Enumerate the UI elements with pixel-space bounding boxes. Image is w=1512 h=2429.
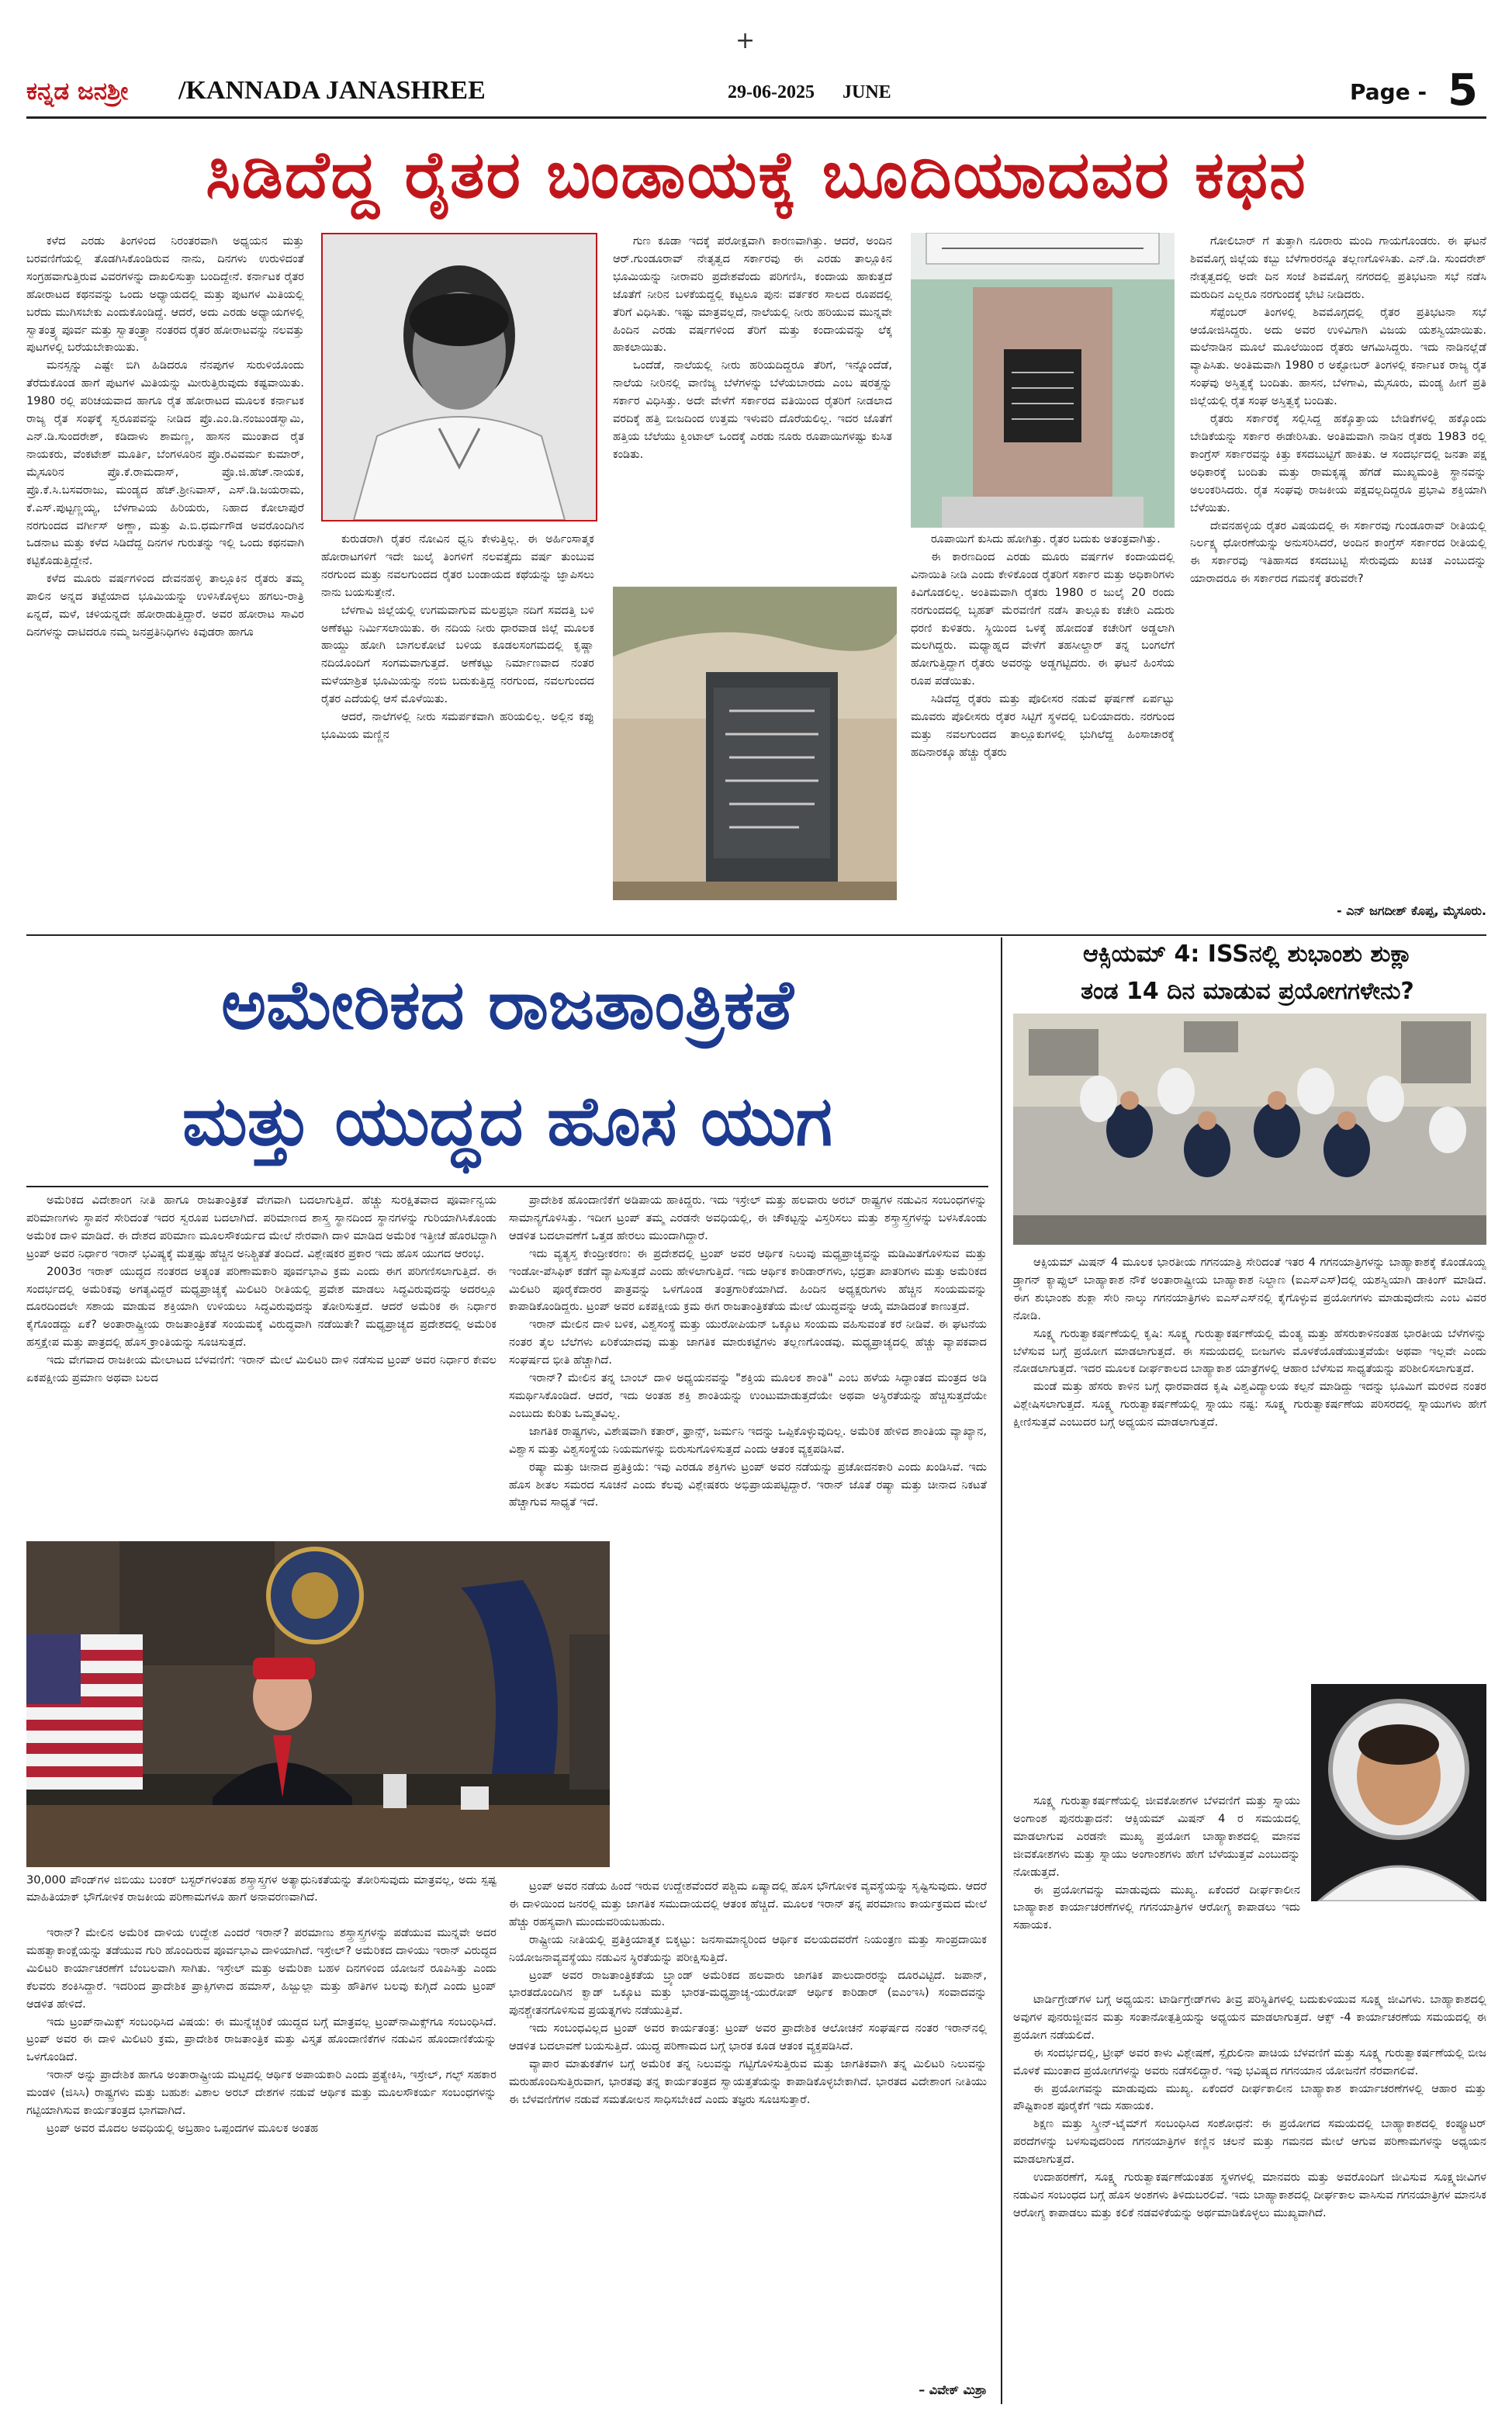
paragraph: ರೂಪಾಯಿಗೆ ಕುಸಿದು ಹೋಗಿತ್ತು. ರೈತರ ಬದುಕು ಅತಂತ್ರವಾಗಿತ್ತು. [931, 532, 1161, 546]
paragraph: ಈ ಪ್ರಯೋಗವನ್ನು ಮಾಡುವುದು ಮುಖ್ಯ. ಏಕೆಂದರೆ ದೀರ್ಘಕಾಲೀನ ಬಾಹ್ಯಾಕಾಶ ಕಾರ್ಯಾಚರಣೆಗಳಲ್ಲಿ ಗಗನಯಾತ್ರಿಗಳ ಆರೋಗ್ಯ ಕಾಪಾಡಲು ಇದು ಸಹಾಯಕ. [1013, 1883, 1300, 1932]
paragraph: ಇರಾನ್ ಅನ್ನು ಪ್ರಾದೇಶಿಕ ಹಾಗೂ ಅಂತಾರಾಷ್ಟ್ರೀಯ ಮಟ್ಟದಲ್ಲಿ ಆರ್ಥಿಕ ಅಪಾಯಕಾರಿ ಎಂದು ಪ್ರತ್ಯೇಕಿಸಿ, ಇಸ್ರೇಲ್, ಗಲ್ಫ್ ಸಹಕಾರ ಮಂಡಳಿ (ಜಿಸಿಸಿ) ರಾಷ್ಟ್ರಗಳು ಮತ್ತು ಬಹುಶಃ ವಿಶಾಲ ಅರಬ್ ದೇಶಗಳ ನಡುವೆ ಆರ್ಥಿಕ ಮತ್ತು ಮೂಲಸೌಕರ್ಯ ಸಂಬಂಧಗಳನ್ನು ಗಟ್ಟಿಯಾಗಿಸುವ ಕಾರ್ಯತಂತ್ರದ ಭಾಗವಾಗಿದೆ. [26, 2068, 497, 2118]
paragraph: ಸೂಕ್ಷ್ಮ ಗುರುತ್ವಾಕರ್ಷಣೆಯಲ್ಲಿ ಕೃಷಿ: ಸೂಕ್ಷ್ಮ ಗುರುತ್ವಾಕರ್ಷಣೆಯಲ್ಲಿ ಮೆಂತ್ಯ ಮತ್ತು ಹೆಸರುಕಾಳಿನಂತಹ ಭಾರತೀಯ ಬೆಳೆಗಳನ್ನು ಬೆಳೆಸುವ ಬಗ್ಗೆ ಪ್ರಯೋಗ ಮಾಡಲಾಗುತ್ತದೆ. ಈ ಸಮಯದಲ್ಲಿ ಬೀಜಗಳು ಮೊಳಕೆಯೊಡೆಯುತ್ತವೆಯೇ ಅಥವಾ ಇಲ್ಲವೇ ಎಂದು ನೋಡಲಾಗುತ್ತದೆ. ಇದರ ಮೂಲಕ ದೀರ್ಘಕಾಲದ ಬಾಹ್ಯಾಕಾಶ ಯಾತ್ರೆಗಳಲ್ಲಿ ಆಹಾರ ಬೆಳೆಸುವ ಸಾಧ್ಯತೆಯನ್ನು ಪರಿಶೀಲಿಸಲಾಗುತ್ತದೆ. [1013, 1326, 1486, 1376]
paragraph: ಆಕ್ಸಿಯಮ್ ಮಿಷನ್ 4 ಮೂಲಕ ಭಾರತೀಯ ಗಗನಯಾತ್ರಿ ಸೇರಿದಂತೆ ಇತರ 4 ಗಗನಯಾತ್ರಿಗಳನ್ನು ಬಾಹ್ಯಾಕಾಶಕ್ಕೆ ಕೊಂಡೊಯ್ದ ಡ್ರ್ಯಾಗನ್ ಕ್ಯಾಪ್ಸುಲ್ ಬಾಹ್ಯಾಕಾಶ ನೌಕೆ ಅಂತಾರಾಷ್ಟ್ರೀಯ ಬಾಹ್ಯಾಕಾಶ ನಿಲ್ದಾಣ (ಐಎಸ್‌ಎಸ್)ದಲ್ಲಿ ಯಶಸ್ವಿಯಾಗಿ ಡಾಕಿಂಗ್ ಮಾಡಿದೆ. ಈಗ ಶುಭಾಂಶು ಶುಕ್ಲಾ ಸೇರಿ ನಾಲ್ಕು ಗಗನಯಾತ್ರಿಗಳು ಐಎಸ್‌ಎಸ್‌ನಲ್ಲಿ ಕೈಗೊಳ್ಳುವ ಪ್ರಯೋಗಗಳು ಮಾಡುವುದೇನು ಎಂಬ ವಿವರ ನೋಡಿ. [1013, 1256, 1486, 1322]
article2-headline-line1: ಅಮೇರಿಕದ ರಾಜತಾಂತ್ರಿಕತೆ [221, 965, 794, 1045]
issue-date: 29-06-2025 [728, 82, 815, 102]
paragraph: ಶಿಕ್ಷಣ ಮತ್ತು ಸ್ಕ್ರೀನ್-ಟೈಮ್‌ಗೆ ಸಂಬಂಧಿಸಿದ ಸಂಶೋಧನೆ: ಈ ಪ್ರಯೋಗದ ಸಮಯದಲ್ಲಿ ಬಾಹ್ಯಾಕಾಶದಲ್ಲಿ ಕಂಪ್ಯೂಟರ್ ಪರದೆಗಳನ್ನು ಬಳಸುವುದರಿಂದ ಗಗನಯಾತ್ರಿಗಳ ಕಣ್ಣಿನ ಚಲನೆ ಮತ್ತು ಗಮನದ ಮೇಲೆ ಆಗುವ ಪರಿಣಾಮಗಳನ್ನು ಅಧ್ಯಯನ ಮಾಡಲಾಗುತ್ತದೆ. [1013, 2117, 1486, 2167]
paragraph: ಈ ಪ್ರಯೋಗವನ್ನು ಮಾಡುವುದು ಮುಖ್ಯ. ಏಕೆಂದರೆ ದೀರ್ಘಕಾಲೀನ ಬಾಹ್ಯಾಕಾಶ ಕಾರ್ಯಾಚರಣೆಗಳಲ್ಲಿ ಆಹಾರ ಮತ್ತು ಪೌಷ್ಟಿಕಾಂಶ ಪೂರೈಕೆಗೆ ಇದು ಸಹಾಯಕ. [1013, 2081, 1486, 2113]
article1-byline: - ಎನ್ ಜಗದೀಶ್ ಕೊಪ್ಪ, ಮೈಸೂರು. [1336, 903, 1486, 918]
situation-room-photo [26, 1541, 610, 1867]
paragraph: ಬೆಳಗಾವಿ ಜಿಲ್ಲೆಯಲ್ಲಿ ಉಗಮವಾಗುವ ಮಲಪ್ರಭಾ ನದಿಗೆ ಸವದತ್ತಿ ಬಳಿ ಅಣೆಕಟ್ಟು ನಿರ್ಮಿಸಲಾಯಿತು. ಈ ನದಿಯ ನೀರು ಧಾರವಾಡ ಜಿಲ್ಲೆ ಮೂಲಕ ಹಾಯ್ದು ಹೋಗಿ ಬಾಗಲಕೋಟೆ ಬಳಿಯ ಕೂಡಲಸಂಗಮದಲ್ಲಿ ಕೃಷ್ಣಾ ನದಿಯೊಂದಿಗೆ ಸಂಗಮವಾಗುತ್ತದೆ. ಅಣೆಕಟ್ಟು ನಿರ್ಮಾಣವಾದ ನಂತರ ಮಳೆಯಾಶ್ರಿತ ಭೂಮಿಯನ್ನು ನಂಬಿ ಬದುಕುತ್ತಿದ್ದ ನರಗುಂದ, ನವಲಗುಂದದ ರೈತರ ಎದೆಯಲ್ಲಿ ಆಸೆ ಮೊಳೆಯಿತು. [321, 603, 594, 706]
paragraph: ರಾಷ್ಟ್ರೀಯ ನೀತಿಯಲ್ಲಿ ಪ್ರತಿಕ್ರಿಯಾತ್ಮಕ ಬಿಕ್ಕಟ್ಟು: ಜನಸಾಮಾನ್ಯರಿಂದ ಆರ್ಥಿಕ ವಲಯದವರೆಗೆ ನಿಯಂತ್ರಣ ಮತ್ತು ಸಾಂಪ್ರದಾಯಿಕ ನಿಯೋಜನಾವ್ಯವಸ್ಥೆಯು ನಡುವಿನ ಸ್ಥಿರತೆಯನ್ನು ಪರೀಕ್ಷಿಸುತ್ತಿದೆ. [509, 1932, 987, 1964]
paragraph: ಸಿಡಿದೆದ್ದ ರೈತರು ಮತ್ತು ಪೊಲೀಸರ ನಡುವೆ ಘರ್ಷಣೆ ಏರ್ಪಟ್ಟು ಮೂವರು ಪೊಲೀಸರು ರೈತರ ಸಿಟ್ಟಿಗೆ ಸ್ಥಳದಲ್ಲಿ ಬಲಿಯಾದರು. ನರಗುಂದ ಮತ್ತು ನವಲಗುಂದದ ತಾಲ್ಲೂಕುಗಳಲ್ಲಿ ಭುಗಿಲೆದ್ದ ಹಿಂಸಾಚಾರಕ್ಕೆ ಹದಿನಾರಕ್ಕೂ ಹೆಚ್ಚು ರೈತರು [911, 692, 1175, 759]
article1-col3 [613, 233, 892, 574]
article3-body-bottom [1013, 1991, 1486, 2403]
paragraph: ಇದು ವ್ಯತ್ಯಸ್ತ ಕೇಂದ್ರೀಕರಣ: ಈ ಪ್ರದೇಶದಲ್ಲಿ ಟ್ರಂಪ್ ಅವರ ಆರ್ಥಿಕ ನಿಲುವು ಮಧ್ಯಪ್ರಾಚ್ಯವನ್ನು ಮಡಿಮಿತಗೊಳಿಸುವ ಮತ್ತು ಇಂಡೋ-ಪೆಸಿಫಿಕ್ ಕಡೆಗೆ ವ್ಯಾಪಿಸುತ್ತದೆ ಎಂದು ಹೇಳಲಾಗುತ್ತಿದೆ. ಇದು ಆರ್ಥಿಕ ಕಾರಿಡಾರ್‌ಗಳು, ಭದ್ರತಾ ಖಾತರಿಗಳು ಮತ್ತು ಅಮೆರಿಕದ ಮಿಲಿಟರಿ ಪೂರೈಕೆದಾರರ ಪಾತ್ರವನ್ನು ಒಳಗೊಂಡ ತಂತ್ರಗಾರಿಕೆಯಾಗಿದೆ. ಹಿಂದಿನ ಅಧ್ಯಕ್ಷರುಗಳು ಹೆಚ್ಚಿನ ಸಂಯಮವನ್ನು ಕಾಪಾಡಿಕೊಂಡಿದ್ದರು. ಟ್ರಂಪ್ ಅವರ ಏಕಪಕ್ಷೀಯ ಕ್ರಮ ಈಗ ರಾಜತಾಂತ್ರಿಕತೆಯ ಮೇಲೆ ಯುದ್ಧವನ್ನು ಆಯ್ಕೆ ಮಾಡಿದಂತೆ ಕಾಣುತ್ತದೆ. [509, 1246, 987, 1314]
column-divider [1001, 937, 1002, 2404]
paragraph: ಇರಾನ್? ಮೇಲಿನ ತನ್ನ ಬಾಂಬ್ ದಾಳಿ ಅಧ್ಯಯನವನ್ನು "ಶಕ್ತಿಯ ಮೂಲಕ ಶಾಂತಿ" ಎಂಬ ಹಳೆಯ ಸಿದ್ಧಾಂತದ ಮಂತ್ರದ ಅಡಿ ಸಮರ್ಥಿಸಿಕೊಂಡಿದೆ. ಆದರೆ, ಇದು ಅಂತಹ ಶಕ್ತಿ ಶಾಂತಿಯನ್ನು ಉಂಟುಮಾಡುತ್ತದೆಯೇ ಅಥವಾ ಅಸ್ಥಿರತೆಯನ್ನು ಹೆಚ್ಚಿಸುತ್ತದೆಯೇ ಎಂಬುದು ಕುರಿತು ಒಮ್ಮತವಿಲ್ಲ. [509, 1371, 987, 1420]
paragraph: ಅಮೆರಿಕದ ವಿದೇಶಾಂಗ ನೀತಿ ಹಾಗೂ ರಾಜತಾಂತ್ರಿಕತೆ ವೇಗವಾಗಿ ಬದಲಾಗುತ್ತಿದೆ. ಹೆಚ್ಚು ಸುರಕ್ಷಿತವಾದ ಪೂರ್ವಾನ್ವಯ ಪರಿಮಾಣಗಳು ಸ್ಥಾಪನೆ ಸೇರಿದಂತೆ ಇದರ ಸ್ವರೂಪ ಬದಲಾಗಿದೆ. ಪರಿಮಾಣದ ಶಾಸ್ತ್ರ ಸ್ಥಾನದಿಂದ ಸ್ಥಾನಗಳನ್ನು ಗುರಿಯಾಗಿಸಿಕೊಂಡು ಅಮೆರಿಕ ದಾಳಿ ಮಾಡಿದೆ. ಈ ದೇಶದ ಪರಿಮಾಣ ಮೂಲಸೌಕರ್ಯದ ಮೇಲೆ ನೇರವಾಗಿ ದಾಳಿ ಮಾಡಿದ ಅಮೆರಿಕ ಇತ್ತೀಚೆ ಹೊರಟಿದ್ದಾಗಿ ಟ್ರಂಪ್ ಅವರ ನಿರ್ಧಾರ ಇರಾನ್ ಭವಿಷ್ಯಕ್ಕೆ ಮತ್ತಷ್ಟು ಹೆಚ್ಚಿನ ಅನಿಶ್ಚಿತತೆ ತಂದಿದೆ. ವಿಶ್ಲೇಷಕರ ಪ್ರಕಾರ ಇದು ಹೊಸ ಯುಗದ ಆರಂಭ. [26, 1194, 497, 1260]
paragraph: ವ್ಯಾಪಾರ ಮಾತುಕತೆಗಳ ಬಗ್ಗೆ ಅಮೆರಿಕ ತನ್ನ ನಿಲುವನ್ನು ಗಟ್ಟಿಗೊಳಿಸುತ್ತಿರುವ ಮತ್ತು ಜಾಗತಿಕವಾಗಿ ತನ್ನ ಮಿಲಿಟರಿ ನಿಲುವನ್ನು ಮರುಹೊಂದಿಸುತ್ತಿರುವಾಗ, ಭಾರತವು ತನ್ನ ಕಾರ್ಯತಂತ್ರದ ಸ್ವಾಯತ್ತತೆಯನ್ನು ಕಾಪಾಡಿಕೊಳ್ಳಬೇಕಾಗಿದೆ. ಭಾರತದ ವಿದೇಶಾಂಗ ನೀತಿಯು ಈ ಬೆಳವಣಿಗೆಗಳ ನಡುವೆ ಸಮತೋಲನ ಸಾಧಿಸಬೇಕಿದೆ ಎಂದು ತಜ್ಞರು ಸೂಚಿಸುತ್ತಾರೆ. [509, 2057, 987, 2106]
paragraph: ಮನಸ್ಸನ್ನು ಎಷ್ಟೇ ಬಿಗಿ ಹಿಡಿದರೂ ನೆನಪುಗಳ ಸುರುಳಿಯೊಂದು ತೆರೆದುಕೊಂಡ ಹಾಗೆ ಪುಟಗಳ ಮಿತಿಯನ್ನು ಮೀರುತ್ತಿರುವುದು ಕಷ್ಟವಾಯಿತು. 1980 ರಲ್ಲಿ ಪರಿಚಯವಾದ ಹಾಗೂ ರೈತ ಹೋರಾಟದ ಮೂಲಕ ಕರ್ನಾಟಕ ರಾಜ್ಯ ರೈತ ಸಂಘಕ್ಕೆ ಸ್ವರೂಪವನ್ನು ನೀಡಿದ ಪ್ರೊ.ಎಂ.ಡಿ.ನಂಜುಂಡಸ್ವಾಮಿ, ಎನ್.ಡಿ.ಸುಂದರೇಶ್, ಕಡಿದಾಳು ಶಾಮಣ್ಣ, ಹಾಸನ ಮುಂತಾದ ರೈತ ನಾಯಕರು, ವೆಂಕಟೇಶ್ ಮೂರ್ತಿ, ಬೆಂಗಳೂರಿನ ಪ್ರೊ.ರವಿವರ್ಮ ಕುಮಾರ್, ಮೈಸೂರಿನ ಪ್ರೊ.ಕೆ.ರಾಮದಾಸ್, ಪ್ರೊ.ಜಿ.ಹೆಚ್.ನಾಯಕ, ಪ್ರೊ.ಕೆ.ಸಿ.ಬಸವರಾಜು, ಮಂಡ್ಯದ ಹೆಚ್.ಶ್ರೀನಿವಾಸ್, ಎಸ್.ಡಿ.ಜಯರಾಮ, ಕೆ.ಎಸ್.ಪುಟ್ಟಣ್ಣಯ್ಯ, ಬೆಳಗಾವಿಯ ಹಿರಿಯರು, ನಿಹಾದ ಕೋಲಾಪುರೆ ನರಗುಂದದ ವರ್ಗೀಸ್ ಅಣ್ಣಾ, ಮತ್ತು ಪಿ.ಬಿ.ಧರ್ಮಗೌಡ ಅವರೊಂದಿಗಿನ ಒಡನಾಟ ಮತ್ತು ಕಳೆದ ಸಿಡಿದೆದ್ದ ದಿನಗಳ ಗುರುತನ್ನು ಇಲ್ಲಿ ಒಂದು ಕಥನವಾಗಿ ಕಟ್ಟಿಕೊಡುತ್ತಿದ್ದೇನೆ. [26, 359, 304, 568]
article2-col2-bottom [509, 1878, 987, 2379]
paragraph: ದೇವನಹಳ್ಳಿಯ ರೈತರ ವಿಷಯದಲ್ಲಿ ಈ ಸರ್ಕಾರವು ಗುಂಡೂರಾವ್ ರೀತಿಯಲ್ಲಿ ನಿರ್ಲಕ್ಷ್ಯ ಧೋರಣೆಯನ್ನು ಅನುಸರಿಸಿದರೆ, ಅಂದಿನ ಕಾಂಗ್ರೆಸ್ ಸರ್ಕಾರದ ರೀತಿಯಲ್ಲಿ ಈ ಸರ್ಕಾರವು ಇತಿಹಾಸದ ಕಸದಬುಟ್ಟಿ ಸೇರುವುದು ಖಚಿತ ಎಂಬುದನ್ನು ಯಾರಾದರೂ ಈ ಸರ್ಕಾರದ ಗಮನಕ್ಕೆ ತರುವರೇ? [1190, 518, 1486, 586]
paragraph: ಕಳೆದ ಎರಡು ತಿಂಗಳಿಂದ ನಿರಂತರವಾಗಿ ಅಧ್ಯಯನ ಮತ್ತು ಬರವಣಿಗೆಯಲ್ಲಿ ತೊಡಗಿಸಿಕೊಂಡಿರುವ ನಾನು, ದಿನಗಳು ಉರುಳಿದಂತೆ ಸಂಗ್ರಹವಾಗುತ್ತಿರುವ ವಿವರಗಳನ್ನು ದಾಖಲಿಸುತ್ತಾ ಬಂದಿದ್ದೇನೆ. ಕರ್ನಾಟಕ ರೈತರ ಹೋರಾಟದ ಕಥನವನ್ನು ಒಂದು ಅಧ್ಯಾಯದಲ್ಲಿ ಮತ್ತು ಪುಟಗಳ ಮಿತಿಯಲ್ಲಿ ಬರೆದು ಮುಗಿಸಬೇಕು ಎಂದುಕೊಂಡಿದ್ದೆ. ಆದರೆ, ಅದು ಎರಡು ಅಧ್ಯಾಯಗಳಲ್ಲಿ ಸ್ವಾತಂತ್ರ್ಯ ಪೂರ್ವ ಮತ್ತು ಸ್ವಾತಂತ್ರ್ಯಾ ನಂತರದ ರೈತರ ಹೋರಾಟವನ್ನು ನಲವತ್ತು ಪುಟಗಳಲ್ಲಿ ಬರೆಯಬೇಕಾಯಿತು. [26, 234, 304, 355]
article2-col1-bottom [26, 1925, 497, 2403]
paragraph: ರಷ್ಯಾ ಮತ್ತು ಚೀನಾದ ಪ್ರತಿಕ್ರಿಯೆ: ಇವು ಎರಡೂ ಶಕ್ತಿಗಳು ಟ್ರಂಪ್ ಅವರ ನಡೆಯನ್ನು ಪ್ರಚೋದನಕಾರಿ ಎಂದು ಖಂಡಿಸಿವೆ. ಇದು ಹೊಸ ಶೀತಲ ಸಮರದ ಸೂಚನೆ ಎಂದು ಕೆಲವು ವಿಶ್ಲೇಷಕರು ಅಭಿಪ್ರಾಯಪಟ್ಟಿದ್ದಾರೆ. ಇರಾನ್ ಜೊತೆ ರಷ್ಯಾ ಮತ್ತು ಚೀನಾದ ನಿಕಟತೆ ಹೆಚ್ಚಾಗುವ ಸಾಧ್ಯತೆ ಇದೆ. [509, 1460, 987, 1509]
paragraph: ಒಂದೆಡೆ, ನಾಲೆಯಲ್ಲಿ ನೀರು ಹರಿಯದಿದ್ದರೂ ತೆರಿಗೆ, ಇನ್ನೊಂದೆಡೆ, ನಾಲೆಯ ನೀರಿನಲ್ಲಿ ವಾಣಿಜ್ಯ ಬೆಳೆಗಳನ್ನು ಬೆಳೆಯಬಾರದು ಎಂಬ ಷರತ್ತನ್ನು ಸರ್ಕಾರ ವಿಧಿಸಿತ್ತು. ಅದೇ ವೇಳೆಗೆ ಸರ್ಕಾರದ ವತಿಯಿಂದ ರೈತರಿಗೆ ನೀಡಲಾದ ವರದಿಕ್ಕೆ ಹತ್ತಿ ಬೀಜದಿಂದ ಉತ್ತಮ ಇಳುವರಿ ದೊರೆಯಲಿಲ್ಲ. ಇದರ ಜೊತೆಗೆ ಹತ್ತಿಯ ಬೆಲೆಯು ಕ್ವಿಂಟಾಲ್ ಒಂದಕ್ಕೆ ಎರಡು ನೂರು ರೂಪಾಯಿಗಳಷ್ಟು ಕುಸಿತ ಕಂಡಿತು. [613, 359, 892, 461]
paragraph: ರೈತರು ಸರ್ಕಾರಕ್ಕೆ ಸಲ್ಲಿಸಿದ್ದ ಹಕ್ಕೊತ್ತಾಯ ಬೇಡಿಕೆಗಳಲ್ಲಿ ಹಕ್ಕೊಂದು ಬೇಡಿಕೆಯನ್ನು ಸರ್ಕಾರ ಈಡೇರಿಸಿತು. ಅಂತಿಮವಾಗಿ ನಾಡಿನ ರೈತರು 1983 ರಲ್ಲಿ ಕಾಂಗ್ರೆಸ್ ಸರ್ಕಾರವನ್ನು ಕಿತ್ತು ಕಸದಬುಟ್ಟಿಗೆ ಹಾಕಿತು. ಆ ಸಂದರ್ಭದಲ್ಲಿ ಜನತಾ ಪಕ್ಷ ಅಧಿಕಾರಕ್ಕೆ ಬಂದಿತು ಮತ್ತು ರಾಮಕೃಷ್ಣ ಹೆಗಡೆ ಮುಖ್ಯಮಂತ್ರಿ ಸ್ಥಾನವನ್ನು ಅಲಂಕರಿಸಿದರು. ರೈತ ಸಂಘವು ರಾಜಕೀಯ ಪಕ್ಷವಲ್ಲದಿದ್ದರೂ ಪ್ರಭಾವಿ ಶಕ್ತಿಯಾಗಿ ಬೆಳೆಯಿತು. [1190, 412, 1486, 515]
paragraph: ಇರಾನ್ ಮೇಲಿನ ದಾಳಿ ಬಳಿಕ, ವಿಶ್ವಸಂಸ್ಥೆ ಮತ್ತು ಯುರೋಪಿಯನ್ ಒಕ್ಕೂಟ ಸಂಯಮ ವಹಿಸುವಂತೆ ಕರೆ ನೀಡಿವೆ. ಈ ಘಟನೆಯ ನಂತರ ತೈಲ ಬೆಲೆಗಳು ಏರಿಕೆಯಾದವು ಮತ್ತು ಜಾಗತಿಕ ಮಾರುಕಟ್ಟೆಗಳು ತಲ್ಲಣಗೊಂಡವು. ಮಧ್ಯಪ್ರಾಚ್ಯದಲ್ಲಿ ಹೆಚ್ಚು ವ್ಯಾಪಕವಾದ ಸಂಘರ್ಷದ ಭೀತಿ ಹೆಚ್ಚಾಗಿದೆ. [509, 1318, 987, 1367]
paragraph: ಈ ಸಂದರ್ಭದಲ್ಲಿ, ಟ್ರೀಫ್ ಅವರ ಕಾಳು ವಿಶ್ಲೇಷಣೆ, ಸ್ಪೈರುಲಿನಾ ಪಾಚಿಯ ಬೆಳವಣಿಗೆ ಮತ್ತು ಸೂಕ್ಷ್ಮ ಗುರುತ್ವಾಕರ್ಷಣೆಯಲ್ಲಿ ಬೀಜ ಮೊಳಕೆ ಮುಂತಾದ ಪ್ರಯೋಗಗಳನ್ನು ಅವರು ನಡೆಸಲಿದ್ದಾರೆ. ಇವು ಭವಿಷ್ಯದ ಗಗನಯಾನ ಯೋಜನೆಗೆ ನೆರವಾಗಲಿವೆ. [1013, 2046, 1486, 2077]
article1-col2 [321, 531, 594, 931]
paragraph: ಟ್ರಂಪ್ ಅವರ ನಡೆಯ ಹಿಂದೆ ಇರುವ ಉದ್ದೇಶವೆಂದರೆ ಪಶ್ಚಿಮ ಏಷ್ಯಾದಲ್ಲಿ ಹೊಸ ಭೌಗೋಳಿಕ ವ್ಯವಸ್ಥೆಯನ್ನು ಸೃಷ್ಟಿಸುವುದು. ಆದರೆ ಈ ದಾಳಿಯಿಂದ ಜನರಲ್ಲಿ ಮತ್ತು ಜಾಗತಿಕ ಸಮುದಾಯದಲ್ಲಿ ಆತಂಕ ಹೆಚ್ಚಿದೆ. ಮೂಲಕ ಇರಾನ್ ತನ್ನ ಪರಮಾಣು ಕಾರ್ಯಕ್ರಮದ ಮೇಲೆ ಹೆಚ್ಚು ರಹಸ್ಯವಾಗಿ ಮುಂದುವರಿಯಬಹುದು. [509, 1880, 987, 1928]
paragraph: ಟ್ರಂಪ್ ಅವರ ಮೊದಲ ಅವಧಿಯಲ್ಲಿ ಅಬ್ರಹಾಂ ಒಪ್ಪಂದಗಳ ಮೂಲಕ ಅಂತಹ [47, 2121, 319, 2135]
article1-col5 [1190, 233, 1486, 900]
paragraph: ಮಂಡೆ ಮತ್ತು ಹೆಸರು ಕಾಳಿನ ಬಗ್ಗೆ ಧಾರವಾಡದ ಕೃಷಿ ವಿಶ್ವವಿದ್ಯಾಲಯ ಕಲ್ಪನೆ ಮಾಡಿದ್ದು ಇದನ್ನು ಭೂಮಿಗೆ ಮರಳಿದ ನಂತರ ವಿಶ್ಲೇಷಿಸಲಾಗುತ್ತದೆ. ಸೂಕ್ಷ್ಮ ಗುರುತ್ವಾಕರ್ಷಣೆಯಲ್ಲಿ ಸ್ನಾಯು ನಷ್ಟ: ಸೂಕ್ಷ್ಮ ಗುರುತ್ವಾಕರ್ಷಣೆಯ ಪರಿಸರದಲ್ಲಿ ಸ್ನಾಯುಗಳು ಹೇಗೆ ಕ್ಷೀಣಿಸುತ್ತವೆ ಎಂಬುದರ ಬಗ್ಗೆ ಅಧ್ಯಯನ ಮಾಡಲಾಗುತ್ತದೆ. [1013, 1380, 1486, 1429]
article3-headline-line2: ತಂಡ 14 ದಿನ ಮಾಡುವ ಪ್ರಯೋಗಗಳೇನು? [1081, 978, 1414, 1005]
paragraph: ಇದು ಟ್ರಂಪ್‌ನಾಮಿಕ್ಸ್ ಸಂಬಂಧಿಸಿದ ವಿಷಯ: ಈ ಮುನ್ನೆಚ್ಚರಿಕೆ ಯುದ್ಧದ ಬಗ್ಗೆ ಮಾತ್ರವಲ್ಲ ಟ್ರಂಪ್‌ನಾಮಿಕ್ಸ್‌ಗೂ ಸಂಬಂಧಿಸಿದೆ. ಟ್ರಂಪ್ ಅವರ ಈ ದಾಳಿ ಮಿಲಿಟರಿ ಕ್ರಮ, ಪ್ರಾದೇಶಿಕ ರಾಜತಾಂತ್ರಿಕ ಮತ್ತು ವಿಸ್ತೃತ ಹೊಂದಾಣಿಕೆಗಳ ನಡುವಿನ ಹೊಂದಾಣಿಕೆಯನ್ನು ಒಳಗೊಂಡಿದೆ. [26, 2015, 497, 2064]
paragraph: ಪ್ರಾದೇಶಿಕ ಹೊಂದಾಣಿಕೆಗೆ ಅಡಿಪಾಯ ಹಾಕಿದ್ದರು. ಇದು ಇಸ್ರೇಲ್ ಮತ್ತು ಹಲವಾರು ಅರಬ್ ರಾಷ್ಟ್ರಗಳ ನಡುವಿನ ಸಂಬಂಧಗಳನ್ನು ಸಾಮಾನ್ಯಗೊಳಿಸಿತ್ತು. ಇದೀಗ ಟ್ರಂಪ್ ತಮ್ಮ ಎರಡನೇ ಅವಧಿಯಲ್ಲಿ, ಈ ಚೌಕಟ್ಟನ್ನು ವಿಸ್ತರಿಸಲು ಮತ್ತು ಶಸ್ತ್ರಾಸ್ತ್ರಗಳನ್ನು ಬಳಸಿಕೊಂಡು ಆಡಳಿತ ಬದಲಾವಣೆಗೆ ಒತ್ತಡ ಹೇರಲು ಮುಂದಾಗಿದ್ದಾರೆ. [509, 1194, 987, 1242]
paragraph: ಇದು ಸಂಬಂಧವಿಲ್ಲದ ಟ್ರಂಪ್ ಅವರ ಕಾರ್ಯತಂತ್ರ: ಟ್ರಂಪ್ ಅವರ ಪ್ರಾದೇಶಿಕ ಆಲೋಚನೆ ಸಂಘರ್ಷದ ನಂತರ ಇರಾನ್‌ನಲ್ಲಿ ಆಡಳಿತ ಬದಲಾವಣೆ ಬಯಸುತ್ತಿದೆ. ಯುದ್ಧ ಪರಿಣಾಮದ ಬಗ್ಗೆ ಭಾರತ ಕೂಡ ಆತಂಕ ವ್ಯಕ್ತಪಡಿಸಿದೆ. [509, 2022, 987, 2053]
article1-headline: ಸಿಡಿದೆದ್ದ ರೈತರ ಬಂಡಾಯಕ್ಕೆ ಬೂದಿಯಾದವರ ಕಥನ [206, 137, 1307, 213]
article2-headline-rule [26, 1186, 988, 1187]
iss-crew-photo [1013, 1014, 1486, 1245]
astronaut-photo [1311, 1684, 1486, 1901]
masthead [26, 65, 1485, 116]
paragraph: ಸೆಪ್ಟೆಂಬರ್ ತಿಂಗಳಲ್ಲಿ ಶಿವಮೊಗ್ಗದಲ್ಲಿ ರೈತರ ಪ್ರತಿಭಟನಾ ಸಭೆ ಆಯೋಜಿಸಿದ್ದರು. ಅದು ಅವರ ಉಳಿವಿಗಾಗಿ ವಿಜಯ ಯಶಸ್ವಿಯಾಯಿತು. ಮಲೆನಾಡಿನ ಮೂಲೆ ಮೂಲೆಯಿಂದ ರೈತರು ಆಗಮಿಸಿದ್ದರು. ಇದು ನಾಡಿನಲ್ಲೆಡೆ ವ್ಯಾಪಿಸಿತು. ಅಂತಿಮವಾಗಿ 1980 ರ ಅಕ್ಟೋಬರ್ ತಿಂಗಳಲ್ಲಿ ಕರ್ನಾಟಕ ರಾಜ್ಯ ರೈತ ಸಂಘವು ಅಸ್ತಿತ್ವಕ್ಕೆ ಬಂದಿತು. ಹಾಸನ, ಬೆಳಗಾವಿ, ಮೈಸೂರು, ಮಂಡ್ಯ ಹೀಗೆ ಪ್ರತಿ ಜಿಲ್ಲೆಯಲ್ಲಿ ರೈತ ಸಂಘ ಅಸ್ತಿತ್ವಕ್ಕೆ ಬಂದಿತು. [1190, 305, 1486, 408]
page-number: 5 [1448, 65, 1478, 116]
memorial-monument-photo [911, 233, 1175, 528]
article1-col4 [911, 531, 1175, 931]
article2-byline: – ವಿವೇಕ್ ಮಿಶ್ರಾ [919, 2382, 987, 2397]
registration-mark: + [735, 27, 756, 54]
paragraph: ಕುರುಡರಾಗಿ ರೈತರ ನೋವಿನ ಧ್ವನಿ ಕೇಳುತ್ತಿಲ್ಲ. ಈ ಅರ್ಹಿಂಸಾತ್ಮಕ ಹೋರಾಟಗಳಿಗೆ ಇದೇ ಜುಲೈ ತಿಂಗಳಿಗೆ ನಲವತ್ತೈದು ವರ್ಷ ತುಂಬುವ ನರಗುಂದ ಮತ್ತು ನವಲಗುಂದದ ರೈತರ ಬಂಡಾಯದ ಕಥೆಯನ್ನು ಜ್ಞಾಪಿಸಲು ನಾನು ಬಯಸುತ್ತೇನೆ. [321, 532, 594, 599]
article3-headline-line1: ಆಕ್ಸಿಯಮ್ 4: ISSನಲ್ಲಿ ಶುಭಾಂಶು ಶುಕ್ಲಾ [1082, 941, 1413, 968]
paper-name-english: /KANNADA JANASHREE [178, 76, 486, 105]
photo-caption: 30,000 ಪೌಂಡ್‌ಗಳ ಜಿಬಿಯು ಬಂಕರ್ ಬಸ್ಟರ್‌ಗಳಂತಹ ಶಸ್ತ್ರಾಸ್ತ್ರಗಳ ಅತ್ಯಾಧುನಿಕತೆಯನ್ನು ತೋರಿಸುವುದು ಮಾತ್ರವಲ್ಲ, ಅದು ಸ್ಪಷ್ಟ ಮಾಹಿತಿಯಾಕ್ ಭೌಗೋಳಿಕ ರಾಜಕೀಯ ಪರಿಣಾಮಗಳೂ ಹಾಗೆ ಅನಾವರಣವಾಗಿದೆ. [26, 1873, 497, 1904]
paragraph: ಸೂಕ್ಷ್ಮ ಗುರುತ್ವಾಕರ್ಷಣೆಯಲ್ಲಿ ಜೀವಕೋಶಗಳ ಬೆಳವಣಿಗೆ ಮತ್ತು ಸ್ನಾಯು ಅಂಗಾಂಶ ಪುನರುತ್ಪಾದನೆ: ಆಕ್ಸಿಯಮ್ ಮಿಷನ್ 4 ರ ಸಮಯದಲ್ಲಿ ಮಾಡಲಾಗುವ ಎರಡನೇ ಮುಖ್ಯ ಪ್ರಯೋಗ ಬಾಹ್ಯಾಕಾಶದಲ್ಲಿ ಮಾನವ ಜೀವಕೋಶಗಳು ಮತ್ತು ಸ್ನಾಯು ಅಂಗಾಂಶಗಳು ಹೇಗೆ ಬೆಳೆಯುತ್ತವೆ ಎಂಬುದನ್ನು ನೋಡುತ್ತದೆ. [1013, 1794, 1300, 1879]
memorial-stone-photo [613, 587, 897, 900]
paragraph: ಗುಣ ಕೂಡಾ ಇದಕ್ಕೆ ಪರೋಕ್ಷವಾಗಿ ಕಾರಣವಾಗಿತ್ತು. ಆದರೆ, ಅಂದಿನ ಆರ್.ಗುಂಡೂರಾವ್ ನೇತೃತ್ವದ ಸರ್ಕಾರವು ಈ ಎರಡು ತಾಲ್ಲೂಕಿನ ಭೂಮಿಯನ್ನು ನೀರಾವರಿ ಪ್ರದೇಶವೆಂದು ಪರಿಗಣಿಸಿ, ಕಂದಾಯ ಹಾಕುತ್ತದೆ ಜೊತೆಗೆ ನೀರಿನ ಬಳಕೆಯದ್ದಲ್ಲಿ ಕಟ್ಟಲೂ ಪುನಃ ವರ್ತಕರ ಸಾಲದ ರೂಪದಲ್ಲಿ ತೆರಿಗೆ ವಿಧಿಸಿತು. ಇಷ್ಟು ಮಾತ್ರವಲ್ಲದೆ, ನಾಲೆಯಲ್ಲಿ ನೀರು ಹರಿಯುವ ಮುನ್ನವೇ ಹಿಂದಿನ ಎರಡು ವರ್ಷಗಳಿಂದ ತೆರಿಗೆ ಮತ್ತು ಕಂದಾಯವನ್ನು ಲೆಕ್ಕ ಹಾಕಲಾಯಿತು. [613, 234, 892, 355]
paragraph: ಟ್ರಂಪ್ ಅವರ ರಾಜತಾಂತ್ರಿಕತೆಯ ಬ್ರ್ಯಾಂಡ್ ಅಮೆರಿಕದ ಹಲವಾರು ಜಾಗತಿಕ ಪಾಲುದಾರರನ್ನು ದೂರವಿಟ್ಟಿದೆ. ಜಪಾನ್, ಭಾರತದೊಂದಿಗಿನ ಕ್ವಾಡ್ ಒಕ್ಕೂಟ ಮತ್ತು ಭಾರತ-ಮಧ್ಯಪ್ರಾಚ್ಯ-ಯುರೋಪ್ ಆರ್ಥಿಕ ಕಾರಿಡಾರ್ (ಐಎಂಇಸಿ) ಸಂವಾದವನ್ನು ಪುನಶ್ಚೇತನಗೊಳಿಸುವ ಪ್ರಯತ್ನಗಳು ನಡೆಯುತ್ತಿವೆ. [509, 1968, 987, 2018]
paragraph: 2003ರ ಇರಾಕ್ ಯುದ್ಧದ ನಂತರದ ಅತ್ಯಂತ ಪರಿಣಾಮಕಾರಿ ಪೂರ್ವಭಾವಿ ಕ್ರಮ ಎಂದು ಈಗ ಪರಿಗಣಿಸಲಾಗುತ್ತಿದೆ. ಈ ಸಂದರ್ಭದಲ್ಲಿ ಅಮೆರಿಕವು ಅಗತ್ಯವಿದ್ದರೆ ಮಧ್ಯಪ್ರಾಚ್ಯಕ್ಕೆ ಮಿಲಿಟರಿ ರೀತಿಯಲ್ಲಿ ಪ್ರವೇಶ ಮಾಡಲು ಸಿದ್ಧವಿರುವುದನ್ನು ಅದರಲ್ಲೂ ದೂರದಿಂದಲೇ ಸಶಾಯ ಮಾಡುವ ಶಕ್ತಿಯಾಗಿ ಉಳಿಯಲು ಸಿದ್ಧವಿರುವುದನ್ನು ತೋರಿಸುತ್ತದೆ. ಆದರೆ ಅಮೆರಿಕ ಈ ನಿರ್ಧಾರ ಕೈಗೊಂಡದ್ದು ಏಕೆ? ಅಂತಾರಾಷ್ಟ್ರೀಯ ರಾಜತಾಂತ್ರಿಕತೆ ಸಂಯಮಕ್ಕೆ ವಿರುದ್ಧವಾಗಿ ನಡೆಯಿತೇ? ಮಧ್ಯಪ್ರಾಚ್ಯದ ಪ್ರದೇಶದಲ್ಲಿ ಅಮೆರಿಕ ಹಸ್ತಕ್ಷೇಪ ಮತ್ತು ಪಾತ್ರದಲ್ಲಿ ಹೊಸ ಕ್ರಾಂತಿಯನ್ನು ಸೂಚಿಸುತ್ತದೆ. [26, 1264, 497, 1350]
paragraph: ಕಳೆದ ಮೂರು ವರ್ಷಗಳಿಂದ ದೇವನಹಳ್ಳಿ ತಾಲ್ಲೂಕಿನ ರೈತರು ತಮ್ಮ ಪಾಲಿನ ಅನ್ನದ ತಟ್ಟೆಯಾದ ಭೂಮಿಯನ್ನು ಉಳಿಸಿಕೊಳ್ಳಲು ಹಗಲು-ರಾತ್ರಿ ಏನ್ನದೆ, ಮಳೆ, ಚಳಿಯನ್ನದೇ ಹೋರಾಡುತ್ತಿದ್ದಾರೆ. ಅವರ ಹೋರಾಟ ಸಾವಿರ ದಿನಗಳನ್ನು ದಾಟಿದರೂ ನಮ್ಮ ಜನಪ್ರತಿನಿಧಿಗಳು ಕಿವುಡರಾ ಹಾಗೂ [26, 572, 304, 639]
paragraph: ಇರಾನ್? ಮೇಲಿನ ಅಮೆರಿಕ ದಾಳಿಯ ಉದ್ದೇಶ ಎಂದರೆ ಇರಾನ್? ಪರಮಾಣು ಶಸ್ತ್ರಾಸ್ತ್ರಗಳನ್ನು ಪಡೆಯುವ ಮುನ್ನವೇ ಅದರ ಮಹತ್ವಾಕಾಂಕ್ಷೆಯನ್ನು ತಡೆಯುವ ಗುರಿ ಹೊಂದಿರುವ ಪೂರ್ವಭಾವಿ ದಾಳಿಯಾಗಿದೆ. ಇಸ್ರೇಲ್? ಅಮೆರಿಕದ ದಾಳಿಯು ಇರಾನ್ ವಿರುದ್ಧದ ಮಿಲಿಟರಿ ಕಾರ್ಯಾಚರಣೆಗೆ ಬೆಂಬಲವಾಗಿ ಸಾಗಿತು. ಇಸ್ರೇಲ್ ಮತ್ತು ಅಮೆರಿಕಾ ಬಹಳ ದಿನಗಳಿಂದ ಯೋಜನೆ ರೂಪಿಸಿತ್ತು ಎಂದು ಕೆಲವರು ಶಂಕಿಸಿದ್ದಾರೆ. ಇದರಿಂದ ಪ್ರಾದೇಶಿಕ ಪ್ರಾಕ್ಸಿಗಳಾದ ಹಮಾಸ್, ಹಿಜ್ಬುಲ್ಲಾ ಮತ್ತು ಹೌತಿಗಳ ಬಲವು ಕುಗ್ಗಿದೆ ಎಂದು ಟ್ರಂಪ್ ಆಡಳಿತ ಹೇಳಿದೆ. [26, 1926, 497, 2011]
paragraph: ಉದಾಹರಣೆಗೆ, ಸೂಕ್ಷ್ಮ ಗುರುತ್ವಾಕರ್ಷಣೆಯಂತಹ ಸ್ಥಳಗಳಲ್ಲಿ ಮಾನವರು ಮತ್ತು ಅವರೊಂದಿಗೆ ಜೀವಿಸುವ ಸೂಕ್ಷ್ಮಜೀವಿಗಳ ನಡುವಿನ ಸಂಬಂಧದ ಬಗ್ಗೆ ಹೊಸ ಅಂಶಗಳು ತಿಳಿದುಬರಲಿವೆ. ಇದು ಬಾಹ್ಯಾಕಾಶದಲ್ಲಿ ದೀರ್ಘಕಾಲ ವಾಸಿಸುವ ಗಗನಯಾತ್ರಿಗಳ ಮಾನಸಿಕ ಆರೋಗ್ಯ ಕಾಪಾಡಲು ಮತ್ತು ಕಲಿಕೆ ನಡವಳಿಕೆಯನ್ನು ಅರ್ಥಮಾಡಿಕೊಳ್ಳಲು ಮುಖ್ಯವಾಗಿದೆ. [1013, 2171, 1486, 2219]
article1-col1 [26, 233, 304, 931]
paragraph: ಟಾರ್ಡಿಗ್ರೇಡ್‌ಗಳ ಬಗ್ಗೆ ಅಧ್ಯಯನ: ಟಾರ್ಡಿಗ್ರೇಡ್‌ಗಳು ತೀವ್ರ ಪರಿಸ್ಥಿತಿಗಳಲ್ಲಿ ಬದುಕುಳಿಯುವ ಸೂಕ್ಷ್ಮ ಜೀವಿಗಳು. ಬಾಹ್ಯಾಕಾಶದಲ್ಲಿ ಅವುಗಳ ಪುನರುಜ್ಜೀವನ ಮತ್ತು ಸಂತಾನೋತ್ಪತ್ತಿಯನ್ನು ಅಧ್ಯಯನ ಮಾಡಲಾಗುತ್ತದೆ. ಆಕ್ಸ್ -4 ಕಾರ್ಯಾಚರಣೆಯ ಸಮಯದಲ್ಲಿ ಈ ಪ್ರಯೋಗ ನಡೆಯಲಿದೆ. [1013, 1993, 1486, 2042]
issue-month: JUNE [842, 82, 891, 102]
paragraph: ಗೋಲಿಬಾರ್ ಗೆ ತುತ್ತಾಗಿ ನೂರಾರು ಮಂದಿ ಗಾಯಗೊಂಡರು. ಈ ಘಟನೆ ಶಿವಮೊಗ್ಗ ಜಿಲ್ಲೆಯ ಕಬ್ಬು ಬೆಳೆಗಾರರನ್ನೂ ತಲ್ಲಣಗೊಳಿಸಿತು. ಎನ್.ಡಿ. ಸುಂದರೇಶ್ ನೇತೃತ್ವದಲ್ಲಿ ಅದೇ ದಿನ ಸಂಜೆ ಶಿವಮೊಗ್ಗ ನಗರದಲ್ಲಿ ಪ್ರತಿಭಟನಾ ಸಭೆ ನಡೆಸಿ ಮರುದಿನ ಎಲ್ಲರೂ ನರಗುಂದಕ್ಕೆ ಭೇಟಿ ನೀಡಿದರು. [1190, 234, 1486, 301]
article2-col1-top [26, 1192, 497, 1541]
masthead-rule [26, 116, 1486, 119]
article3-body-wrap [1013, 1793, 1300, 1987]
paper-name-kannada: ಕನ್ನಡ ಜನಶ್ರೀ [26, 78, 129, 106]
page-label: Page - [1350, 79, 1427, 105]
article2-headline-line2: ಮತ್ತು ಯುದ್ಧದ ಹೊಸ ಯುಗ [182, 1081, 832, 1161]
paragraph: ಇದು ವೇಗವಾದ ರಾಜಕೀಯ ಮೇಲಾಟದ ಬೆಳವಣಿಗೆ: ಇರಾನ್ ಮೇಲೆ ಮಿಲಿಟರಿ ದಾಳಿ ನಡೆಸುವ ಟ್ರಂಪ್ ಅವರ ನಿರ್ಧಾರ ಕೇವಲ ಏಕಪಕ್ಷೀಯ ಪ್ರಮಾಣ ಅಥವಾ ಬಲದ [26, 1353, 497, 1385]
paragraph: ಈ ಕಾರಣದಿಂದ ಎರಡು ಮೂರು ವರ್ಷಗಳ ಕಂದಾಯದಲ್ಲಿ ವಿನಾಯಿತಿ ನೀಡಿ ಎಂದು ಕೇಳಿಕೊಂಡ ರೈತರಿಗೆ ಸರ್ಕಾರ ಮತ್ತು ಅಧಿಕಾರಿಗಳು ಕಿವಿಗೊಡಲಿಲ್ಲ. ಅಂತಿಮವಾಗಿ ರೈತರು 1980 ರ ಜುಲೈ 20 ರಂದು ನರಗುಂದದಲ್ಲಿ ಬೃಹತ್ ಮೆರವಣಿಗೆ ನಡೆಸಿ ತಾಲ್ಲೂಕು ಕಚೇರಿ ಎದುರು ಧರಣಿ ಕುಳಿತರು. ಸ್ಥಿಯಿಂದ ಒಳಕ್ಕೆ ಹೋದಂತೆ ಕಚೇರಿಗೆ ಅಡ್ಡಲಾಗಿ ಮಲಗಿದ್ದರು. ಮಧ್ಯಾಹ್ನದ ವೇಳೆಗೆ ತಹಸೀಲ್ದಾರ್ ತನ್ನ ಬಂಗಲೆಗೆ ಹೋಗುತ್ತಿದ್ದಾಗ ರೈತರು ಅವರನ್ನು ಅಡ್ಡಗಟ್ಟಿದರು. ಈ ಘಟನೆ ಹಿಂಸೆಯ ರೂಪ ಪಡೆಯಿತು. [911, 549, 1175, 688]
paragraph: ಜಾಗತಿಕ ರಾಷ್ಟ್ರಗಳು, ವಿಶೇಷವಾಗಿ ಕತಾರ್, ಫ್ರಾನ್ಸ್, ಜರ್ಮನಿ ಇದನ್ನು ಒಪ್ಪಿಕೊಳ್ಳುವುದಿಲ್ಲ. ಅಮೆರಿಕ ಹೇಳಿದ ಶಾಂತಿಯ ವ್ಯಾಖ್ಯಾನ, ವಿಶ್ವಾಸ ಮತ್ತು ವಿಶ್ವಸಂಸ್ಥೆಯ ನಿಯಮಗಳನ್ನು ಬಿರುಸುಗೊಳಿಸುತ್ತದೆ ಎಂದು ಆತಂಕ ವ್ಯಕ್ತಪಡಿಸಿವೆ. [509, 1424, 987, 1456]
portrait-photo [321, 233, 597, 521]
paragraph: ಆದರೆ, ನಾಲೆಗಳಲ್ಲಿ ನೀರು ಸಮರ್ಪಕವಾಗಿ ಹರಿಯಲಿಲ್ಲ. ಅಲ್ಲಿನ ಕಪ್ಪು ಭೂಮಿಯ ಮಣ್ಣಿನ [321, 710, 594, 741]
